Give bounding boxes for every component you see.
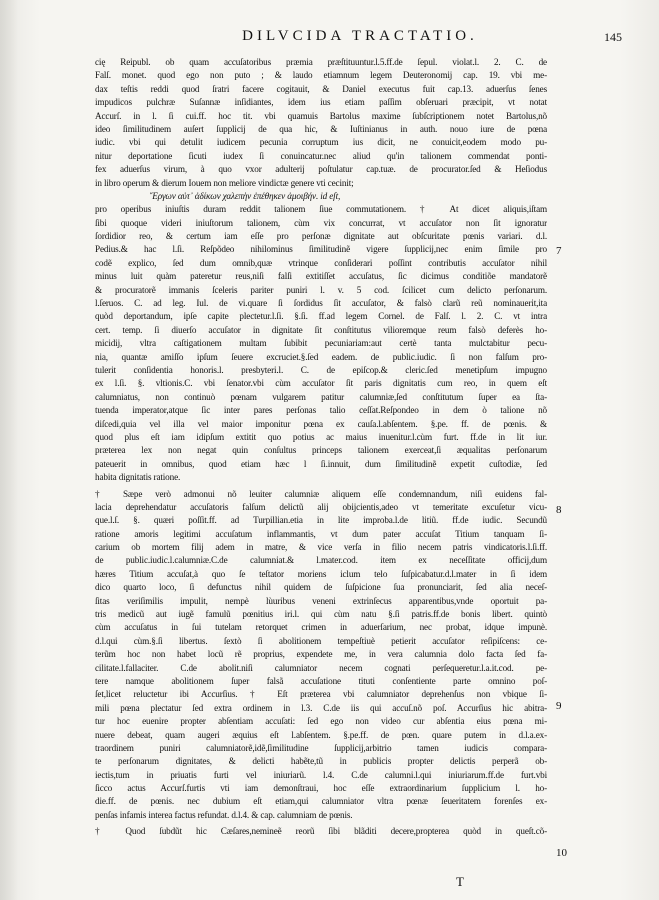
text-line: dico quarto loco, ſi defunctus nihil quidem de ſuſpicione ſua pronunciarit, ſed alia neceſ- — [95, 582, 547, 593]
text-line: calumniatus, non continuò pœnam vulgarem patitur calumniæ,ſed conſtitutum ſuper ea ſta- — [95, 391, 547, 402]
text-line: minus luit quàm pateretur reus,niſi falſi extitiſſet accuſatus, ſic dicimus conditiõe mandatorẽ — [95, 271, 547, 282]
text-line: Ἔργων αὐτ᾽ ἀδίκων χαλεπὴν ἐπέθηκεν ἀμοιβήν. id eſt, — [150, 190, 341, 201]
text-line: cię Reipubl. ob quam accuſatoribus præmia præſtituuntur.l.5.ff.de ſepul. violat.l. 2. C. de — [95, 57, 547, 67]
text-line: in libro operum & dierum Iouem non meliore vindictæ genere vti cecinit; — [95, 177, 354, 188]
page-number: 145 — [604, 30, 622, 44]
text-line: fex aduerſus virum, à quo vxor adulterij poſtulatur cap.tuæ. de procurator.ſed & Heſiodus — [95, 164, 547, 175]
text-line: mili pœna plectatur ſed extra ordinem in l.3. C.de iis qui accuſ.nõ poſ. Accurſius hic abitra- — [95, 702, 547, 713]
running-title: DILVCIDA TRACTATIO. — [242, 28, 478, 44]
text-line: præterea lex non negat quin conſultus princeps talionem exerceat,ſi æqualitas perſonarum — [95, 445, 547, 456]
text-line: nuere debeat, quam augeri æquius eſt l.abſentem. §.pe.ff. de pœn. quare putem in d.l.a.ex- — [95, 729, 547, 740]
text-line: quòd deportandum, ipſe capite plectetur.l.ſi. §.ſi. ff.ad legem Cornel. de Falſ. l. 2. C. vt intra — [95, 311, 547, 322]
text-line: hæres Titium accuſat,à quo ſe teſtator moriens iclum telo ſuſpicabatur.d.l.mater in ſi idem — [95, 568, 547, 579]
text-line: de public.iudic.l.calumniæ.C.de calumniat.& l.mater.cod. item ex neceſſitate officij,dum — [95, 555, 547, 566]
text-line: tuenda imperator,atque ſic inter pares perſonas talio ceſſat.Reſpondeo in dem ò talione nõ — [95, 405, 547, 416]
body-text — [95, 56, 547, 839]
text-line: pro operibus iniuſtis duram reddit talionem ſiue commutationem. † At dicet aliquis,iſtam — [95, 204, 547, 215]
text-line: ideo ſimilitudinem auſert ſupplicij de qua hic, & Iuſtinianus in auth. nouo iure de pœna — [95, 123, 547, 134]
text-line: cilitate.l.fallaciter. C.de abolit.niſi calumniator necem cognati perſequeretur.l.a.it.cod. pe- — [95, 662, 547, 673]
text-line: ſordidior reo, & certum iam eſſe pro perſonæ dignitate aut obſcuritate pœnis variari. d.l. — [95, 231, 547, 242]
text-line: ſitas veriſimilis impulit, nempè lùuribus veneni extrinſecus apparentibus,vnde oportuit pa- — [95, 595, 547, 606]
text-line: tere namque abolitionem ſuper falsã accuſatione tituti conſentiente parte omnino poſ- — [95, 675, 547, 686]
text-line: l.ſeruos. C. ad leg. Iul. de vi.quare ſi ſordidus ſit accuſator, & falsò clarũ reũ nominauerit,ita — [95, 298, 547, 309]
text-line: codẽ explico, ſed dum omnib,quæ vtrinque conſiderari poſſint contributis accuſator nihil — [95, 257, 547, 268]
marginal-number: 9 — [556, 700, 562, 712]
text-line: nitur deportatione ſicuti iudex ſi conuincatur.nec aliud qu'in talionem commendat ponti- — [95, 150, 547, 161]
text-line: impudicos pulchræ Suſannæ inſidiantes, idem ius etiam paſſim obſeruari præcipit, vt notat — [95, 97, 547, 108]
text-line: quod plus eſt iam idipſum extitit quo potius ac maius inuenitur.l.cùm furt. ff.de in lit iur. — [95, 431, 547, 442]
text-line: cùm accuſatus in ſui tutelam retorquet crimen in aduerſarium, nec probat, idque impunè. — [95, 622, 547, 633]
marginal-number: 7 — [556, 245, 562, 257]
text-line: terũm hoc non habet locũ rẽ proprius, expendete me, in vera calumnia dolo facta ſed fa- — [95, 649, 547, 660]
text-line: d.l.qui cùm.§.ſi libertus. ſextò ſi abolitionem tempeſtiuè petierit accuſator reſipiſcens: ce- — [95, 635, 547, 646]
text-line: cert. temp. ſi diuerſo accuſator in dignitate ſit conſtitutus vilioremque reum falsò deferès ho- — [95, 324, 547, 335]
text-line: die.ff. de pœnis. nec dubium eſt etiam,qui calumniator vltra pœnæ ſeueritatem forenſes ex- — [95, 796, 547, 807]
text-line: traordinem puniri calumniatorẽ,idẽ,ſimilitudine ſupplicij,arbitrio tamen iudicis compara- — [95, 742, 547, 753]
text-line: Accurſ. in l. ſi cui.ff. hoc tit. vbi quamuis Bartolus maxime ſubſcriptionem notet Bartolus,nõ — [95, 110, 547, 121]
text-line: nia, quantæ amiſſo ipſum ſeuere excruciet.§.ſed eadem. de public.iudic. ſi non falſum pro- — [95, 351, 547, 362]
text-line: pateuerit in omnibus, quod etiam hæc l ſi.innuit, dum ſimilitudinẽ expetit cuſtodiæ, ſed — [95, 458, 547, 469]
signature-mark: T — [456, 874, 464, 889]
text-line: tur hoc euenire propter abſentiam accuſati: ſed ego non video cur abſentia eius pœna mi- — [95, 716, 547, 727]
text-line: tris medicũ aut iugẽ famulũ pœnitius iri.l. qui cùm natu §.ſi patris.ff.de bonis libert. quintò — [95, 609, 547, 620]
text-line: Falſ. monet. quod ego non puto ; & laudo etiamnum legem Deuteronomij cap. 19. vbi me- — [95, 70, 547, 81]
text-line: penſas infamis interea factus refundat. d.l.4. & cap. calumniam de pœnis. — [95, 809, 353, 820]
text-line: iectis,tum in priuatis furti vel iniuriarũ. l.4. C.de calumni.l.qui iniuriarum.ff.de furt.vbi — [95, 769, 547, 780]
text-line: † Sæpe verò admonui nõ leuiter calumniæ aliquem eſſe condemnandum, niſi euidens fal- — [95, 488, 547, 499]
marginal-number: 8 — [556, 504, 562, 516]
text-line: diſcedi,quia vel illa vel maior imponitur pœna ex cauſa.l.abſentem. §.pe. ff. de pœnis. & — [95, 418, 547, 429]
page-gutter-shadow — [0, 0, 18, 900]
text-line: dax teſtis reddi quod ſratri facere cogitauit, & Daniel executus fuit cap.13. aduerſus ſenes — [95, 83, 547, 94]
text-line: ſibi quoque videri iniuſtorum talionem, cùm vix concurrat, vt accuſator non ſit ignoratur — [95, 217, 547, 228]
text-line: ratione amoris legitimi accuſatum inflammantis, vt dum pater accuſat Titium tanquam ſi- — [95, 528, 547, 539]
text-line: iudic. vbi qui detulit iudicem pecunia corruptum ius dicit, ne conuicit,eodem modo pu- — [95, 137, 547, 148]
text-line: ex l.ſi. §. vltionis.C. vbi ſenator.vbi cùm accuſator ſit paris dignitatis cum reo, in quem eſt — [95, 378, 547, 389]
text-line: te perſonarum dignitates, & delicti habẽte,tũ in publicis propter delictis perperã ob- — [95, 756, 547, 767]
text-line: que.l.ſ. §. quæri poſſit.ff. ad Turpillian.etia in lite improba.l.de litiũ. ff.de iudic. Secundũ — [95, 515, 547, 526]
text-line: Pedius.& hac l.ſi. Reſpõdeo nihilominus ſimilitudinẽ vigere ſupplicij,nec enim ſimile pro — [95, 244, 547, 255]
text-line: micidij, vltra caſtigationem multam ſubibit pecuniariam:aut certè tanta mulctabitur pecu- — [95, 338, 547, 349]
text-line: † Quod ſubdũt hic Cæſares,nemineẽ reorũ ſibi blãditi decere,propterea quòd in queſt.cõ- — [95, 826, 547, 837]
text-line: & procuratorẽ immanis ſceleris pariter puniri l. v. 5 cod. ſcilicet cum delicto perſonarum. — [95, 284, 547, 295]
text-line: carium ob mortem filij adem in matre, & vice verſa in filio necem patris vindicatoris.l.ſi.ff. — [95, 542, 547, 553]
text-line: ſet,licet reluctetur ibi Accurſius. † Eſt præterea vbi calumniator deprehenſus non vbique ſi- — [95, 689, 547, 700]
text-line: tulerit conſidentia honoris.l. presbyteri.l. C. de epiſcop.& cleric.ſed menetipſum impugno — [95, 364, 547, 375]
text-line: habita dignitatis ratione. — [95, 472, 181, 483]
text-line: ſicco actus Accurſ.furtis vti iam demonſtraui, hoc eſſe extraordinarium ſupplicium l. ho- — [95, 783, 547, 794]
marginal-number: 10 — [556, 847, 567, 859]
text-line: lacia deprehendatur accuſatoris falſum delictũ alij obijcientis,adeo vt temeritate excuſetur vicu- — [95, 501, 547, 512]
